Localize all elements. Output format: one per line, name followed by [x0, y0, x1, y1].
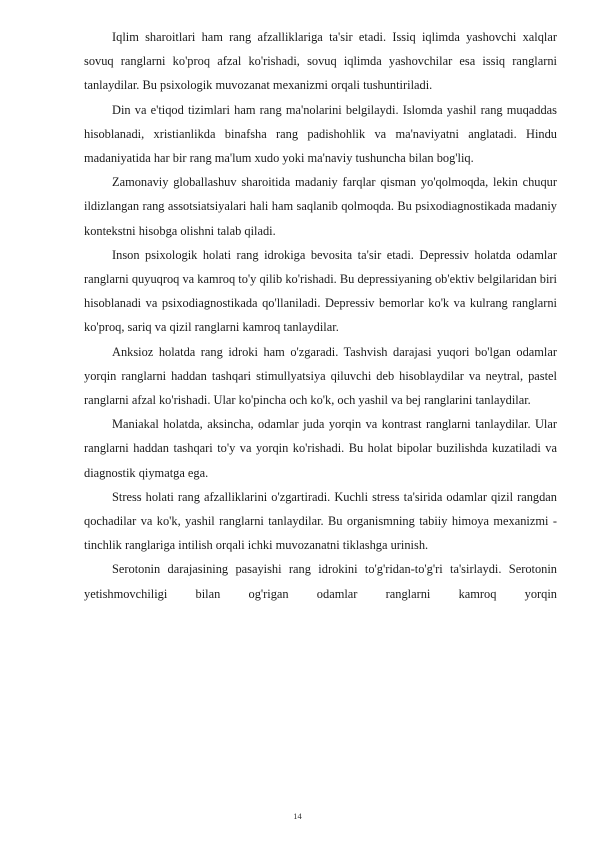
paragraph-depression: Inson psixologik holati rang idrokiga bevosita ta'sir etadi. Depressiv holatda odamlar ranglarni quyuqroq va kamroq to'y qilib ko'rishadi. Bu depressiyaning ob'ektiv belgilaridan biri hisoblanadi va psixodiagnostikada qo'llaniladi. Depressiv bemorlar ko'k va kulrang ranglarni ko'proq, sariq va qizil ranglarni kamroq tanlaydilar.: [84, 247, 557, 335]
paragraph-stress: Stress holati rang afzalliklarini o'zgartiradi. Kuchli stress ta'sirida odamlar qizil rangdan qochadilar va ko'k, yashil ranglarni tanlaydilar. Bu organismning tabiiy himoya mexanizmi - tinchlik ranglariga intilish orqali ichki muvozanatni tiklashga urinish.: [84, 489, 557, 553]
paragraph-mania: Maniakal holatda, aksincha, odamlar juda yorqin va kontrast ranglarni tanlaydilar. Ular ranglarni haddan tashqari to'y va yorqin ko'rishadi. Bu holat bipolar buzilishda kuzatiladi va diagnostik qiymatga ega.: [84, 417, 557, 480]
paragraph-religion: Din va e'tiqod tizimlari ham rang ma'nolarini belgilaydi. Islomda yashil rang muqaddas hisoblanadi, xristianlikda binafsha rang padishohlik va ma'naviyatni anglatadi. Hindu madaniyatida har bir rang ma'lum xudo yoki ma'naviy tushuncha bilan bog'liq.: [84, 102, 557, 166]
page-body: [84, 25, 557, 606]
page-number: 14: [293, 811, 302, 821]
paragraph-anxiety: Anksioz holatda rang idroki ham o'zgaradi. Tashvish darajasi yuqori bo'lgan odamlar yorqin ranglarni haddan tashqari stimullyatsiya qiluvchi deb hisoblaydilar va neytral, pastel ranglarni afzal ko'rishadi. Ular ko'pincha och ko'k, och yashil va bej ranglarini tanlaydilar.: [84, 344, 557, 408]
paragraph-globalization: Zamonaviy globallashuv sharoitida madaniy farqlar qisman yo'qolmoqda, lekin chuqur ildizlangan rang assotsiatsiyalari hali ham saqlanib qolmoqda. Bu psixodiagnostikada madaniy kontekstni hisobga olishni talab qiladi.: [84, 175, 557, 238]
paragraph-climate: Iqlim sharoitlari ham rang afzalliklariga ta'sir etadi. Issiq iqlimda yashovchi xalqlar sovuq ranglarni ko'proq afzal ko'rishadi, sovuq iqlimda yashovchilar esa issiq ranglarni tanlaydilar. Bu psixologik muvozanat mexanizmi orqali tushuntiriladi.: [84, 30, 557, 93]
paragraph-serotonin: Serotonin darajasining pasayishi rang idrokini to'g'ridan-to'g'ri ta'sirlaydi. Serotonin yetishmovchiligi bilan og'rigan odamlar ranglarni kamroq yorqin: [84, 562, 557, 601]
